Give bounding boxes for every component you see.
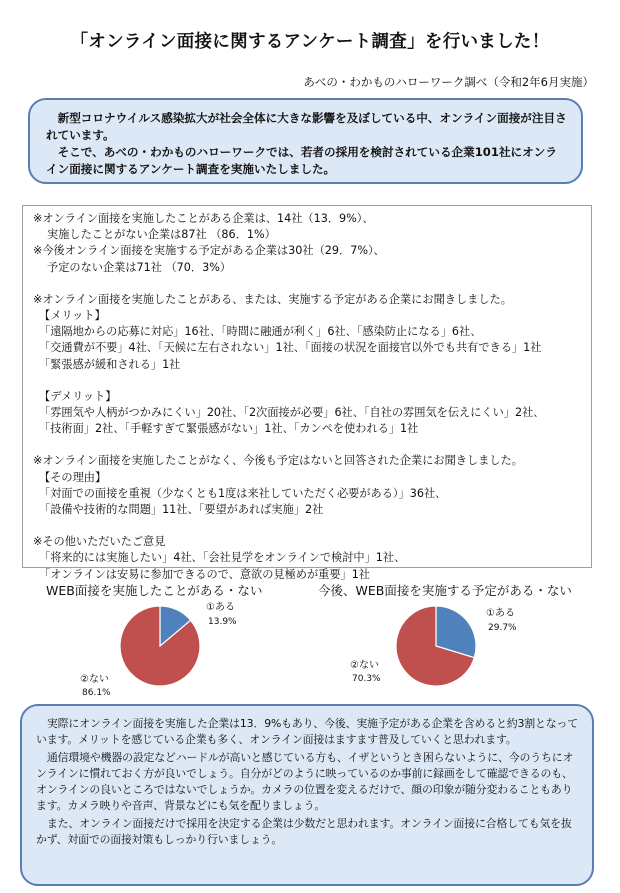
spacer bbox=[33, 437, 581, 453]
pie-category-label-no: ②ない bbox=[350, 660, 379, 671]
intro-paragraph: 新型コロナウイルス感染拡大が社会全体に大きな影響を及ぼしている中、オンライン面接が注目されています。 bbox=[46, 111, 567, 142]
pie-value-label-yes: 29.7% bbox=[488, 623, 517, 633]
intro-box bbox=[28, 98, 583, 184]
merit-heading: 【メリット】 bbox=[39, 309, 106, 323]
reason-line: 「対面での面接を重視（少なくとも1度は来社していただく必要がある）」36社、 bbox=[39, 486, 447, 500]
question-1: ※オンライン面接を実施したことがある、または、実施する予定がある企業にお聞きしました。 bbox=[33, 292, 512, 306]
stat-not-implemented: 実施したことがない企業は87社 （86．1%） bbox=[47, 228, 276, 242]
spacer bbox=[33, 373, 581, 389]
pie-value-label-yes: 13.9% bbox=[208, 617, 237, 627]
stat-planned: ※今後オンライン面接を実施する予定がある企業は30社（29．7%）、 bbox=[33, 244, 385, 258]
pie-category-label-yes: ①ある bbox=[206, 602, 235, 613]
survey-results-box bbox=[22, 205, 592, 581]
spacer bbox=[33, 518, 581, 534]
pie-category-label-yes: ①ある bbox=[486, 608, 515, 619]
merit-line: 「遠隔地からの応募に対応」16社、「時間に融通が利く」6社、「感染防止になる」6社、 bbox=[39, 325, 482, 339]
opinion-line: 「オンラインは安易に参加できるので、意欲の見極めが重要」1社 bbox=[39, 567, 370, 581]
chart-title-implemented: WEB面接を実施したことがある・ない bbox=[46, 583, 263, 598]
stat-implemented: ※オンライン面接を実施したことがある企業は、14社（13．9%）、 bbox=[33, 212, 374, 225]
opinion-heading: ※その他いただいたご意見 bbox=[33, 535, 166, 549]
chart-title-planned: 今後、WEB面接を実施する予定がある・ない bbox=[318, 583, 572, 598]
summary-paragraph: また、オンライン面接だけで採用を決定する企業は少数だと思われます。オンライン面接に合格しても気を抜かず、対面での面接対策もしっかり行いましょう。 bbox=[36, 816, 572, 847]
summary-box bbox=[20, 704, 594, 886]
spacer bbox=[33, 276, 581, 292]
pie-category-label-no: ②ない bbox=[80, 674, 109, 685]
reason-heading: 【その理由】 bbox=[39, 470, 107, 484]
summary-paragraph: 実際にオンライン面接を実施した企業は13．9%もあり、今後、実施予定がある企業を含めると約3割となっています。メリットを感じている企業も多く、オンライン面接はますます普及していくと思われます。 bbox=[36, 717, 578, 747]
page-subtitle: あべの・わかものハローワーク調べ（令和2年6月実施） bbox=[303, 75, 594, 89]
pie-value-label-no: 86.1% bbox=[82, 688, 111, 698]
pie-value-label-no: 70.3% bbox=[352, 674, 381, 684]
stat-not-planned: 予定のない企業は71社 （70．3%） bbox=[47, 260, 232, 274]
summary-paragraph: 通信環境や機器の設定などハードルが高いと感じている方も、イザというとき困らないように、今のうちにオンラインに慣れておく方が良いでしょう。自分がどのように映っているのか事前に録画をして確認できるのも、オンラインの良いところではないでしょうか。カメラの位置を変えるだけで、顔の印象が随分変わることもあります。カメラ映りや音声、背景などにも気を配りましょう。 bbox=[36, 750, 574, 813]
opinion-line: 「将来的には実施したい」4社、「会社見学をオンラインで検討中」1社、 bbox=[39, 551, 406, 565]
pie-chart-planned bbox=[336, 598, 536, 698]
intro-paragraph: そこで、あべの・わかものハローワークでは、若者の採用を検討されている企業101社にオンライン面接に関するアンケート調査を実施いたしました。 bbox=[46, 145, 557, 176]
demerit-heading: 【デメリット】 bbox=[39, 389, 117, 403]
page-title: 「オンライン面接に関するアンケート調査」を行いました！ bbox=[70, 32, 550, 52]
merit-line: 「交通費が不要」4社、「天候に左右されない」1社、「面接の状況を面接官以外でも共有できる」1社 bbox=[39, 341, 542, 355]
question-2: ※オンライン面接を実施したことがなく、今後も予定はないと回答された企業にお聞きしました。 bbox=[33, 454, 523, 468]
demerit-line: 「技術面」2社、「手軽すぎて緊張感がない」1社、「カンペを使われる」1社 bbox=[39, 422, 419, 436]
pie-chart-implemented bbox=[60, 598, 260, 698]
merit-line: 「緊張感が緩和される」1社 bbox=[39, 357, 181, 371]
demerit-line: 「雰囲気や人柄がつかみにくい」20社、「2次面接が必要」6社、「自社の雰囲気を伝えにくい」2社、 bbox=[39, 406, 545, 420]
reason-line: 「設備や技術的な問題」11社、「要望があれば実施」2社 bbox=[39, 503, 324, 517]
